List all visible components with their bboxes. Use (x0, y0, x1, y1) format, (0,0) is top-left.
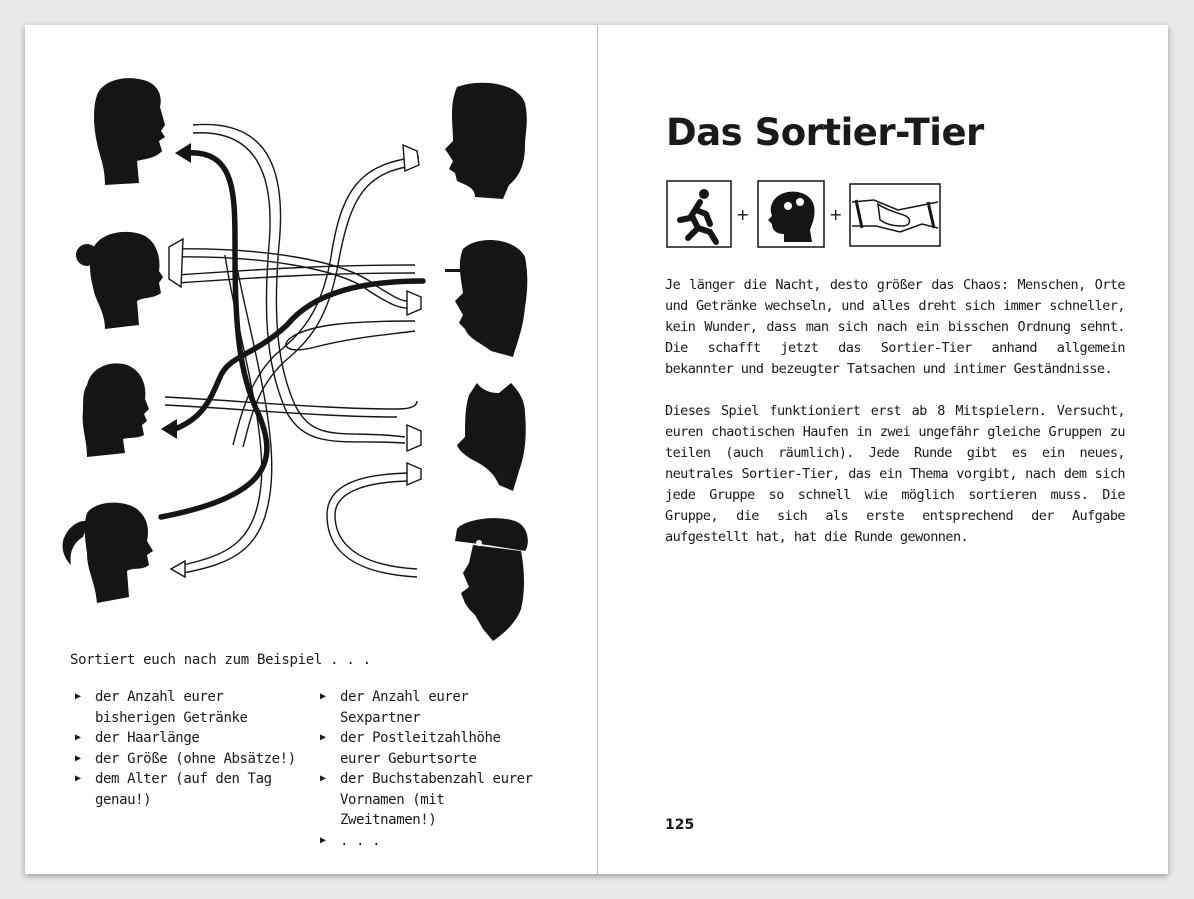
bullet-triangle-icon: ▶ (320, 773, 326, 784)
page-title: Das Sortier-Tier (666, 111, 984, 154)
list-item-text: dem Alter (auf den Tag genau!) (95, 771, 272, 808)
sorting-illustration (25, 25, 597, 645)
bullet-triangle-icon: ▶ (75, 752, 81, 764)
bullet-triangle-icon: ▶ (75, 773, 81, 784)
running-person-icon (667, 181, 731, 247)
plus-sign: + (829, 205, 843, 224)
cat-head-silhouette-icon (457, 383, 526, 491)
list-item (72, 728, 297, 749)
female-bun-head-silhouette-icon (76, 232, 163, 329)
rules-paragraph: Dieses Spiel funktioniert erst ab 8 Mitspielern. Versucht, euren chaotischen Haufen in zwei ungefähr gleiche Gruppen zu teilen (auch räumlich). Jede Runde gibt es ein neues, neutrales Sortier-Tier, das ein Thema vorgibt, nach dem sich jede Gruppe so schnell wie möglich sortieren muss. Die Gruppe, die sich als erste entsprechend der Aufgabe aufgestellt hat, hat die Runde gewonnen. (665, 403, 1125, 545)
list-intro: Sortiert euch nach zum Beispiel . . . (70, 652, 371, 668)
right-page (598, 25, 1168, 874)
cap-head-silhouette-icon (455, 518, 528, 641)
requirement-icons (666, 180, 946, 252)
ponytail-head-silhouette-icon (63, 503, 153, 603)
sort-criteria-list-left (72, 687, 297, 810)
intro-paragraph: Je länger die Nacht, desto größer das Chaos: Menschen, Orte und Getränke wechseln, und alles dreht sich immer schneller, kein Wunder, dass man sich nach ein bisschen Ordnung sehnt. Die schafft jetzt das Sortier-Tier anhand allgemein bekannter und bezeugter Tatsachen und intimer Geständnisse. (665, 277, 1125, 377)
plus-sign: + (736, 205, 750, 224)
list-item-text: der Anzahl eurer bisherigen Getränke (95, 689, 248, 726)
thinking-head-icon (758, 181, 824, 247)
list-item-text: der Anzahl eurer Sexpartner (340, 689, 469, 726)
list-item (317, 769, 547, 831)
page-number: 125 (665, 817, 695, 833)
male-head-silhouette-icon (94, 78, 165, 185)
bullet-triangle-icon: ▶ (75, 732, 81, 743)
handshake-icon (850, 184, 940, 246)
bald-head-silhouette-icon (83, 363, 149, 457)
list-item (317, 831, 547, 852)
left-page (25, 25, 597, 874)
male-head-silhouette-icon (445, 83, 527, 199)
bullet-triangle-icon: ▶ (75, 691, 81, 702)
list-item (317, 728, 547, 769)
book-spread (25, 25, 1168, 874)
list-item-text: der Größe (ohne Absätze!) (95, 750, 296, 767)
sort-criteria-list-right (317, 687, 547, 851)
list-item-text: . . . (340, 832, 381, 849)
list-item (317, 687, 547, 728)
list-item-text: der Buchstabenzahl eurer Vornamen (mit Zweitnamen!) (340, 771, 533, 828)
list-item (72, 687, 297, 728)
thick-arrow-path (175, 281, 423, 429)
glasses-head-silhouette-icon (445, 240, 527, 357)
list-item-text: der Haarlänge (95, 730, 200, 746)
bullet-triangle-icon: ▶ (320, 834, 326, 846)
bullet-triangle-icon: ▶ (320, 732, 326, 743)
list-item (72, 769, 297, 810)
bullet-triangle-icon: ▶ (320, 691, 326, 702)
list-item-text: der Postleitzahlhöhe eurer Geburtsorte (340, 730, 501, 767)
list-item (72, 749, 297, 770)
